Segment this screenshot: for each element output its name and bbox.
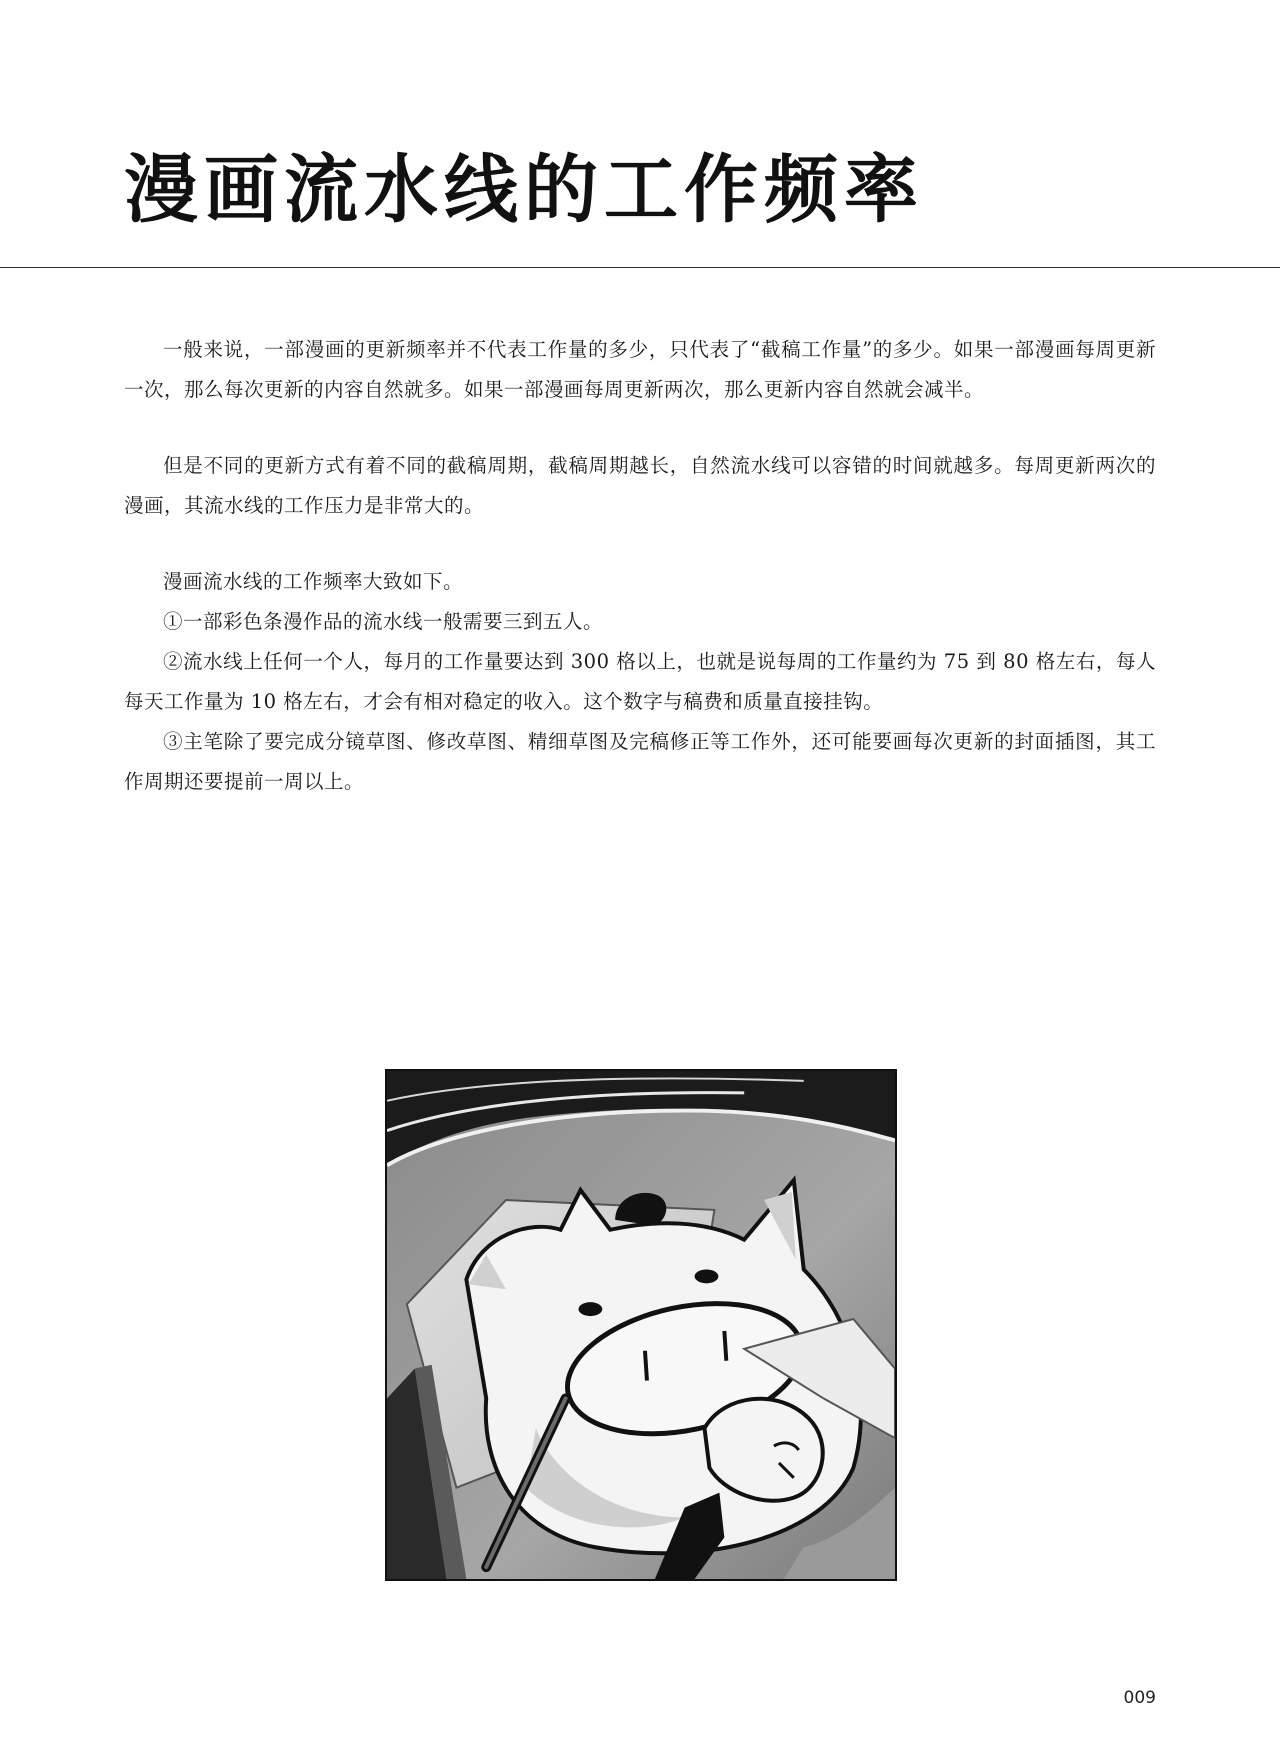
body-text [124, 330, 1156, 802]
list-item-2: ②流水线上任何一个人，每月的工作量要达到 300 格以上，也就是说每周的工作量约为 75 到 80 格左右，每人每天工作量为 10 格左右，才会有相对稳定的收入。这个数字与稿费和质量直接挂钩。 [124, 650, 1156, 713]
manga-illustration [385, 1069, 897, 1581]
title-divider [0, 267, 1280, 268]
list-item-3: ③主笔除了要完成分镜草图、修改草图、精细草图及完稿修正等工作外，还可能要画每次更新的封面插图，其工作周期还要提前一周以上。 [124, 730, 1156, 793]
page-number: 009 [1123, 1688, 1156, 1708]
paragraph-2: 但是不同的更新方式有着不同的截稿周期，截稿周期越长，自然流水线可以容错的时间就越多。每周更新两次的漫画，其流水线的工作压力是非常大的。 [124, 454, 1156, 517]
list-item-1: ①一部彩色条漫作品的流水线一般需要三到五人。 [163, 610, 604, 633]
paragraph-3: 漫画流水线的工作频率大致如下。 [163, 570, 464, 593]
pig-character-drawing [387, 1071, 895, 1579]
page-title: 漫画流水线的工作频率 [124, 147, 924, 233]
paragraph-1: 一般来说，一部漫画的更新频率并不代表工作量的多少，只代表了“截稿工作量”的多少。如果一部漫画每周更新一次，那么每次更新的内容自然就多。如果一部漫画每周更新两次，那么更新内容自然就会减半。 [124, 338, 1156, 401]
